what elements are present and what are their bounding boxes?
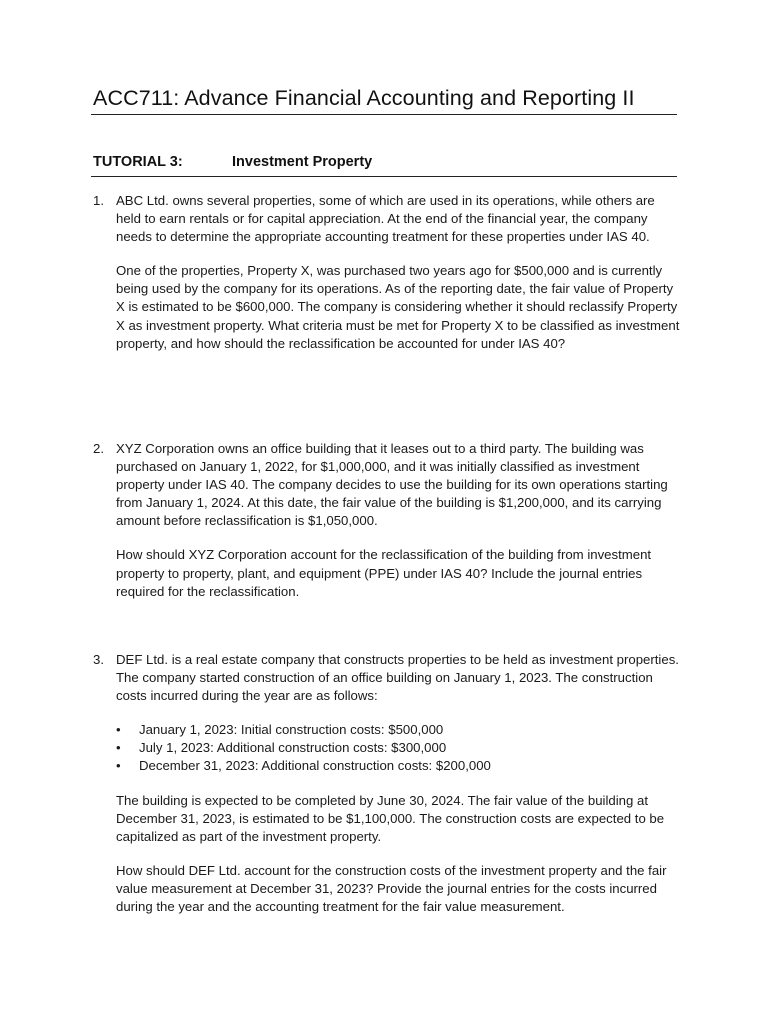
question-paragraph: DEF Ltd. is a real estate company that constructs properties to be held as investment properties. The company started construction of an office building on January 1, 2023. The construction costs incurred during the year are as follows: bbox=[116, 652, 679, 704]
title-divider bbox=[91, 114, 677, 115]
list-item-text: July 1, 2023: Additional construction costs: $300,000 bbox=[139, 740, 447, 756]
question-paragraph: How should XYZ Corporation account for the reclassification of the building from investment property to property, plant, and equipment (PPE) under IAS 40? Include the journal entries required for the reclassification. bbox=[116, 547, 652, 599]
course-title: ACC711: Advance Financial Accounting and Reporting II bbox=[93, 86, 635, 110]
tutorial-label: TUTORIAL 3: bbox=[93, 154, 183, 170]
question-paragraph: The building is expected to be completed by June 30, 2024. The fair value of the building at December 31, 2023, is estimated to be $1,100,000. The construction costs are expected to be capitalized as part of the investment property. bbox=[116, 792, 665, 844]
question-paragraph: How should DEF Ltd. account for the construction costs of the investment property and the fair value measurement at December 31, 2023? Provide the journal entries for the costs incurred during the year and the accounting treatment for the fair value measurement. bbox=[116, 862, 667, 915]
question-3 bbox=[93, 651, 683, 932]
list-item bbox=[116, 739, 683, 757]
bullet-icon: • bbox=[116, 722, 121, 738]
tutorial-topic: Investment Property bbox=[232, 154, 373, 170]
list-item bbox=[116, 721, 683, 739]
list-item-text: January 1, 2023: Initial construction costs: $500,000 bbox=[139, 722, 444, 738]
question-paragraph: ABC Ltd. owns several properties, some of which are used in its operations, while others are held to earn rentals or for capital appreciation. At the end of the financial year, the company needs to determine the appropriate accounting treatment for these properties under IAS 40. bbox=[116, 193, 655, 245]
tutorial-divider bbox=[91, 176, 677, 177]
question-number: 2. bbox=[93, 441, 104, 456]
question-2 bbox=[93, 440, 683, 617]
bullet-icon: • bbox=[116, 740, 121, 756]
question-1 bbox=[93, 192, 683, 369]
question-number: 3. bbox=[93, 652, 104, 667]
question-paragraph: XYZ Corporation owns an office building that it leases out to a third party. The building was purchased on January 1, 2022, for $1,000,000, and it was initially classified as investment property under IAS 40. The company decides to use the building for its own operations starting from January 1, 2024. At this date, the fair value of the building is $1,200,000, and its carrying amount before reclassification is $1,050,000. bbox=[116, 441, 668, 529]
construction-cost-list bbox=[116, 721, 683, 775]
list-item bbox=[116, 757, 683, 775]
question-number: 1. bbox=[93, 193, 104, 208]
list-item-text: December 31, 2023: Additional construction costs: $200,000 bbox=[139, 758, 491, 774]
question-paragraph: One of the properties, Property X, was purchased two years ago for $500,000 and is currently being used by the company for its operations. As of the reporting date, the fair value of Property X is estimated to be $600,000. The company is considering whether it should reclassify Property X as investment property. What criteria must be met for Property X to be classified as investment property, and how should the reclassification be accounted for under IAS 40? bbox=[116, 263, 680, 351]
bullet-icon: • bbox=[116, 758, 121, 774]
